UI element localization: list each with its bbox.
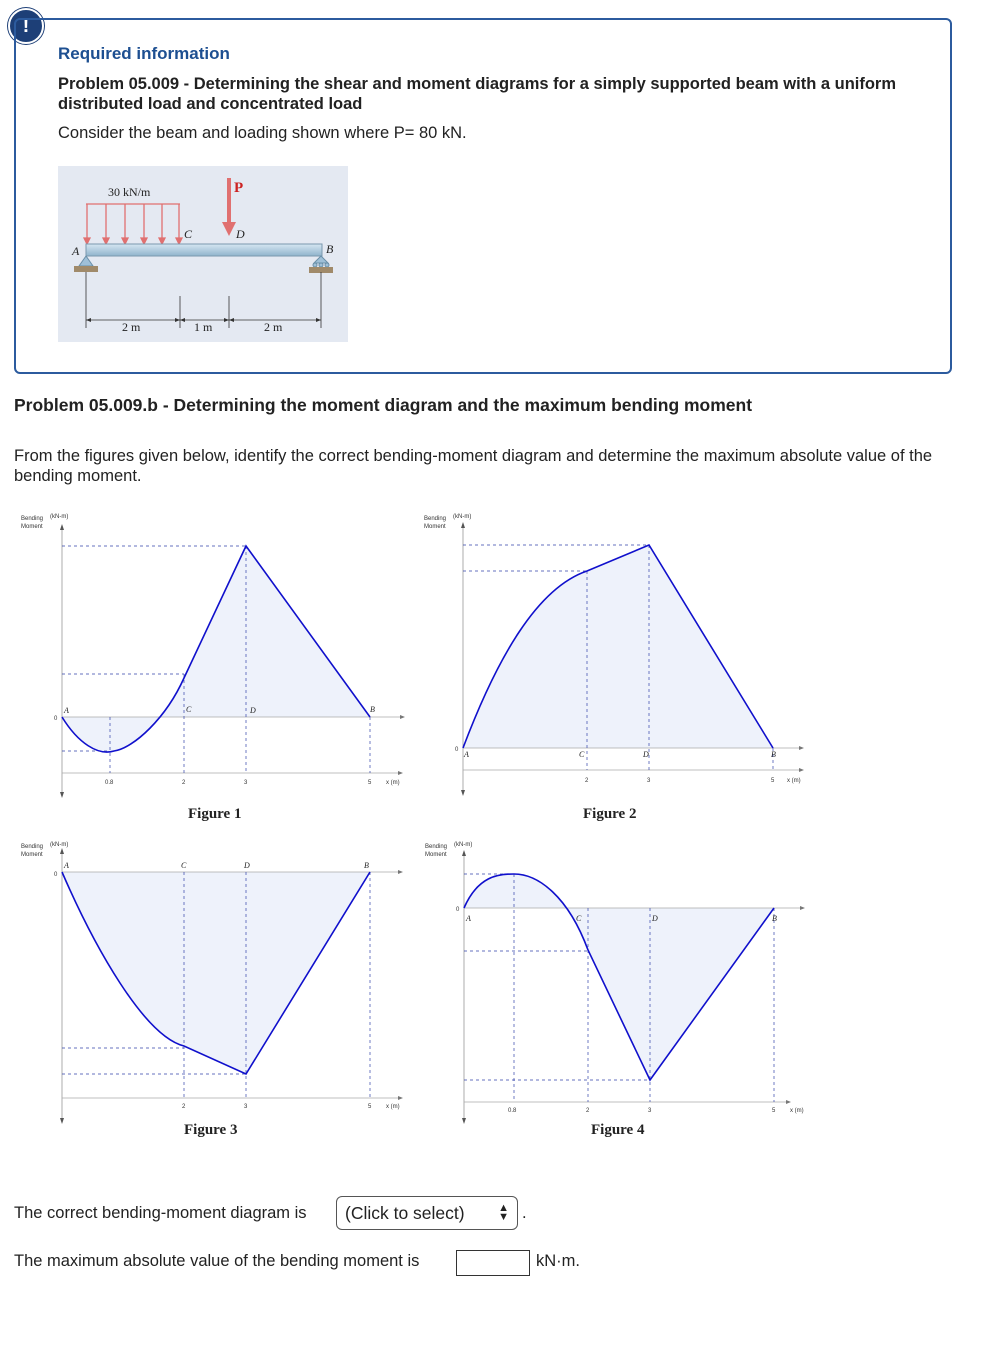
svg-text:Bending: Bending [21,516,44,522]
beam-loading-figure [58,166,348,342]
p-label: P [234,180,244,196]
svg-text:D: D [643,750,649,759]
svg-text:5: 5 [771,778,775,784]
svg-text:C: C [186,705,192,714]
svg-text:x (m): x (m) [386,1104,400,1110]
select-arrows-icon: ▲ ▼ [498,1202,509,1223]
instructions: From the figures given below, identify the correct bending-moment diagram and determine the maximum absolute value of the bending moment. [14,447,933,485]
svg-text:Bending: Bending [425,844,448,850]
svg-text:3: 3 [244,780,248,786]
dim-2: 1 m [194,320,213,334]
svg-text:0.8: 0.8 [105,780,114,786]
svg-text:D: D [244,861,250,870]
svg-text:0: 0 [54,872,58,878]
svg-text:A: A [464,750,469,759]
svg-text:D: D [250,706,256,715]
dim-3: 2 m [264,320,283,334]
svg-text:x (m): x (m) [787,778,801,784]
point-d-label: D [236,227,245,241]
question-1-text: The correct bending-moment diagram is [14,1204,307,1222]
unit-label: kN·m. [536,1252,580,1270]
svg-text:Moment: Moment [21,524,43,530]
svg-text:3: 3 [648,1108,652,1114]
problem-title: Problem 05.009 - Determining the shear and moment diagrams for a simply supported beam with a uniform distributed load and concentrated load [58,75,897,113]
svg-text:5: 5 [772,1108,776,1114]
figure-2 [417,508,817,822]
figure-1 [14,508,414,822]
roller-support [314,256,328,263]
svg-text:x (m): x (m) [790,1108,804,1114]
dim-1: 2 m [122,320,141,334]
question-1-end: . [522,1204,527,1222]
svg-text:(kN-m): (kN-m) [50,514,69,520]
distributed-load-arrows [84,204,182,244]
svg-text:A: A [466,914,471,923]
svg-text:C: C [576,914,582,923]
point-b-label: B [326,242,334,256]
svg-text:B: B [772,914,777,923]
point-c-label: C [184,227,193,241]
svg-text:B: B [771,750,776,759]
load-label: 30 kN/m [108,185,151,199]
figure-3-caption: Figure 3 [184,1122,238,1138]
alert-icon: ! [8,8,44,44]
svg-text:5: 5 [368,780,372,786]
svg-text:3: 3 [244,1104,248,1110]
svg-text:Bending: Bending [424,516,447,522]
svg-text:Bending: Bending [21,844,44,850]
svg-text:(kN-m): (kN-m) [453,514,472,520]
pin-support [79,256,93,266]
svg-text:2: 2 [586,1108,590,1114]
svg-text:0: 0 [455,747,459,753]
max-moment-input[interactable] [456,1250,530,1276]
part-title: Problem 05.009.b - Determining the moment diagram and the maximum bending moment [14,395,753,415]
svg-text:B: B [364,861,369,870]
svg-text:3: 3 [647,778,651,784]
svg-text:0: 0 [54,716,58,722]
svg-text:2: 2 [585,778,589,784]
diagram-select-dropdown[interactable] [336,1196,518,1230]
svg-text:0.8: 0.8 [508,1108,517,1114]
beam [86,244,322,256]
svg-text:Moment: Moment [424,524,446,530]
consider-text: Consider the beam and loading shown where P= 80 kN. [58,124,467,142]
figure-4-caption: Figure 4 [591,1122,645,1138]
svg-text:C: C [579,750,585,759]
svg-text:A: A [64,706,69,715]
svg-text:A: A [64,861,69,870]
question-2-text: The maximum absolute value of the bending moment is [14,1252,420,1270]
svg-text:Moment: Moment [425,852,447,858]
figure-1-caption: Figure 1 [188,806,242,822]
svg-text:Moment: Moment [21,852,43,858]
svg-text:C: C [181,861,187,870]
svg-text:D: D [652,914,658,923]
svg-text:x (m): x (m) [386,780,400,786]
svg-text:0: 0 [456,907,460,913]
point-a-label: A [72,244,80,258]
required-info-title: Required information [58,44,230,63]
svg-text:2: 2 [182,1104,186,1110]
svg-text:2: 2 [182,780,186,786]
figure-2-caption: Figure 2 [583,806,637,822]
svg-text:5: 5 [368,1104,372,1110]
svg-text:B: B [370,705,375,714]
figure-3 [14,836,414,1138]
svg-text:(kN-m): (kN-m) [454,842,473,848]
svg-text:(kN-m): (kN-m) [50,842,69,848]
select-value: (Click to select) [345,1203,465,1223]
figure-4 [418,836,818,1138]
